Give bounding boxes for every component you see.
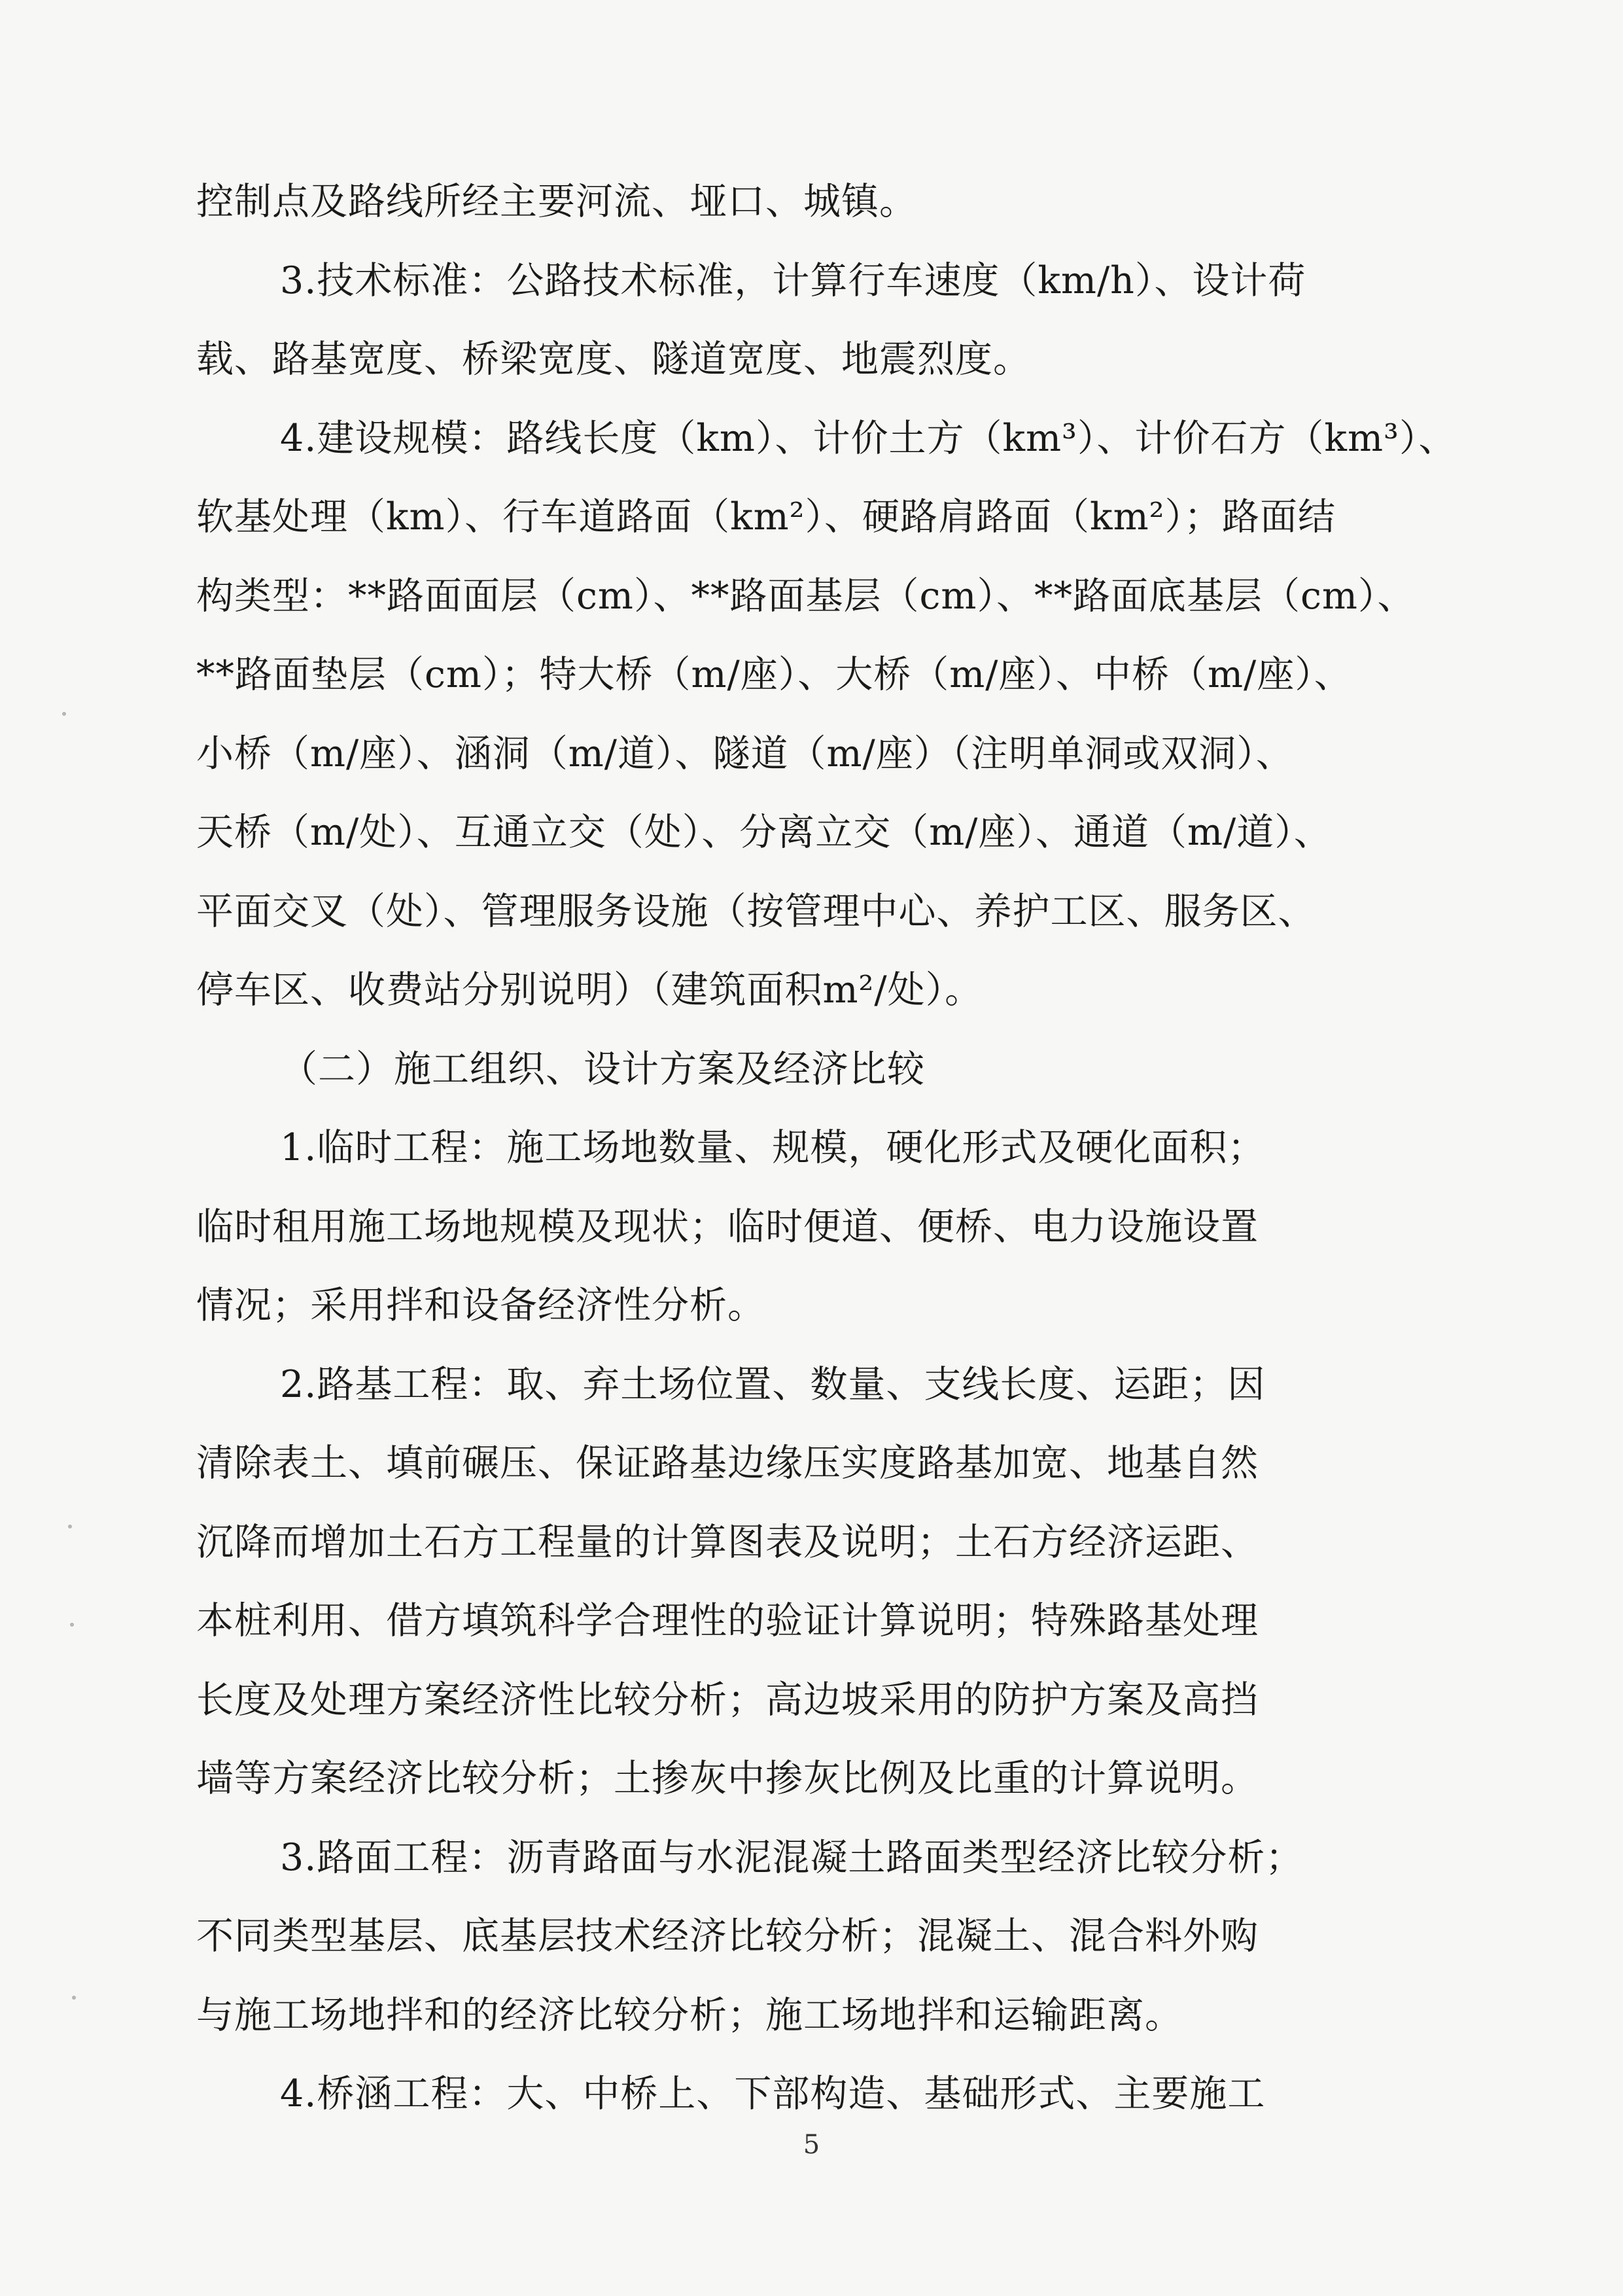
text-line: 控制点及路线所经主要河流、垭口、城镇。 [196,180,917,223]
text-line: 清除表土、填前碾压、保证路基边缘压实度路基加宽、地基自然 [196,1441,1259,1485]
text-line: 小桥（m/座）、涵洞（m/道）、隧道（m/座）（注明单洞或双洞）、 [196,732,1294,775]
text-line: 情况；采用拌和设备经济性分析。 [196,1284,765,1327]
scan-speck [72,1996,76,2000]
text-line: 构类型：**路面面层（cm）、**路面基层（cm）、**路面底基层（cm）、 [196,574,1416,618]
text-line: **路面垫层（cm）；特大桥（m/座）、大桥（m/座）、中桥（m/座）、 [196,653,1352,696]
text-line: 本桩利用、借方填筑科学合理性的验证计算说明；特殊路基处理 [196,1599,1259,1642]
text-line: 墙等方案经济比较分析；土掺灰中掺灰比例及比重的计算说明。 [196,1757,1259,1800]
body-text [196,162,1457,2134]
page-number: 5 [803,2130,820,2160]
text-line: 1.临时工程：施工场地数量、规模，硬化形式及硬化面积； [280,1126,1266,1169]
text-line: 4.建设规模：路线长度（km）、计价土方（km³）、计价石方（km³）、 [280,416,1457,460]
text-line: 软基处理（km）、行车道路面（km²）、硬路肩路面（km²）；路面结 [196,495,1336,539]
text-line: 天桥（m/处）、互通立交（处）、分离立交（m/座）、通道（m/道）、 [196,811,1332,854]
text-line: 载、路基宽度、桥梁宽度、隧道宽度、地震烈度。 [196,338,1031,381]
text-line: 停车区、收费站分别说明）（建筑面积m²/处）。 [196,968,983,1012]
text-line: 3.路面工程：沥青路面与水泥混凝土路面类型经济比较分析； [280,1835,1304,1879]
text-line: 平面交叉（处）、管理服务设施（按管理中心、养护工区、服务区、 [196,889,1316,933]
text-line: 2.路基工程：取、弃土场位置、数量、支线长度、运距；因 [280,1362,1266,1406]
text-line: 4.桥涵工程：大、中桥上、下部构造、基础形式、主要施工 [280,2072,1266,2115]
section-heading: （二）施工组织、设计方案及经济比较 [280,1047,925,1091]
text-line: 长度及处理方案经济性比较分析；高边坡采用的防护方案及高挡 [196,1678,1259,1722]
text-line: 不同类型基层、底基层技术经济比较分析；混凝土、混合料外购 [196,1915,1259,1958]
scan-speck [70,1623,74,1627]
scan-speck [62,712,66,716]
text-line: 与施工场地拌和的经济比较分析；施工场地拌和运输距离。 [196,1993,1183,2037]
text-line: 沉降而增加土石方工程量的计算图表及说明；土石方经济运距、 [196,1520,1259,1564]
scan-speck [68,1525,72,1528]
text-line: 临时租用施工场地规模及现状；临时便道、便桥、电力设施设置 [196,1205,1259,1248]
text-line: 3.技术标准：公路技术标准，计算行车速度（km/h）、设计荷 [280,258,1306,302]
